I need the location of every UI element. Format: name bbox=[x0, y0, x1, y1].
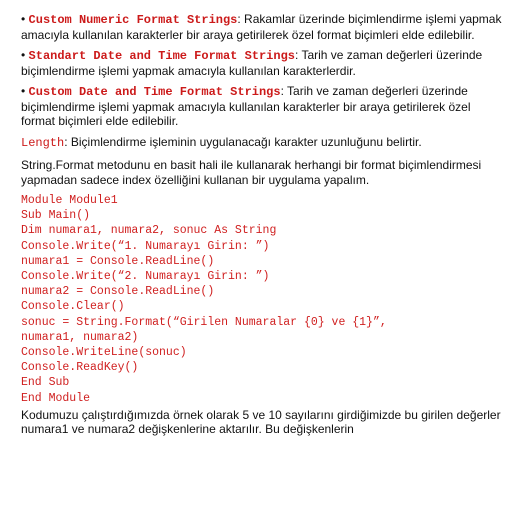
format-description: : Biçimlendirme işleminin uygulanacağı karakter uzunluğunu belirtir. bbox=[64, 134, 422, 149]
format-term: Standart Date and Time Format Strings bbox=[28, 49, 295, 63]
format-term: Custom Numeric Format Strings bbox=[28, 13, 238, 27]
format-item-custom-datetime bbox=[21, 84, 507, 129]
format-term: Length bbox=[21, 135, 65, 150]
code-line: sonuc = String.Format(“Girilen Numaralar {0} ve {1}”, bbox=[21, 315, 387, 329]
code-line: Dim numara1, numara2, sonuc As String bbox=[21, 224, 277, 238]
code-line: End Sub bbox=[21, 376, 70, 390]
format-item-custom-numeric bbox=[21, 12, 507, 42]
code-line: numara2 = Console.ReadLine() bbox=[21, 285, 215, 299]
code-line: numara1 = Console.ReadLine() bbox=[21, 254, 215, 268]
format-item-length bbox=[21, 135, 507, 151]
format-description: : Tarih ve zaman değerleri üzerinde biçimlendirme işlemi yapmak amacıyla kullanılan karakterler bir araya getirilerek özel format biçimleri elde edilebilir. bbox=[21, 84, 471, 128]
code-line: Console.ReadKey() bbox=[21, 361, 139, 375]
format-item-standard-datetime bbox=[21, 48, 507, 78]
code-line: Console.Write(“2. Numarayı Girin: ”) bbox=[21, 270, 270, 284]
code-line: Console.Clear() bbox=[21, 300, 125, 314]
code-line: Module Module1 bbox=[21, 194, 118, 207]
code-block bbox=[21, 193, 507, 406]
outro-paragraph: Kodumuzu çalıştırdığımızda örnek olarak 5 ve 10 sayılarını girdiğimizde bu girilen değerler numara1 ve numara2 değişkenlerine aktarılır. Bu değişkenlerin bbox=[21, 407, 501, 437]
bullet: • bbox=[21, 12, 26, 26]
code-line: Console.WriteLine(sonuc) bbox=[21, 346, 187, 360]
format-term: Custom Date and Time Format Strings bbox=[28, 85, 281, 99]
bullet: • bbox=[21, 48, 26, 62]
bullet: • bbox=[21, 84, 26, 98]
code-line: Sub Main() bbox=[21, 209, 91, 223]
format-description: : Rakamlar üzerinde biçimlendirme işlemi yapmak amacıyla kullanılan karakterler bir araya getirilerek özel format biçimleri elde edilebilir. bbox=[21, 12, 502, 42]
code-line: End Module bbox=[21, 391, 91, 405]
code-line: Console.Write(“1. Numarayı Girin: ”) bbox=[21, 239, 270, 253]
intro-paragraph: String.Format metodunu en basit hali ile kullanarak herhangi bir format biçimlendirmesi yapmadan sadece index özelliğini kullanan bir uygulama yapalım. bbox=[21, 158, 482, 187]
code-line: numara1, numara2) bbox=[21, 330, 139, 344]
format-description: : Tarih ve zaman değerleri üzerinde biçimlendirme işlemi yapmak amacıyla kullanılan karakterlerdir. bbox=[21, 48, 483, 78]
